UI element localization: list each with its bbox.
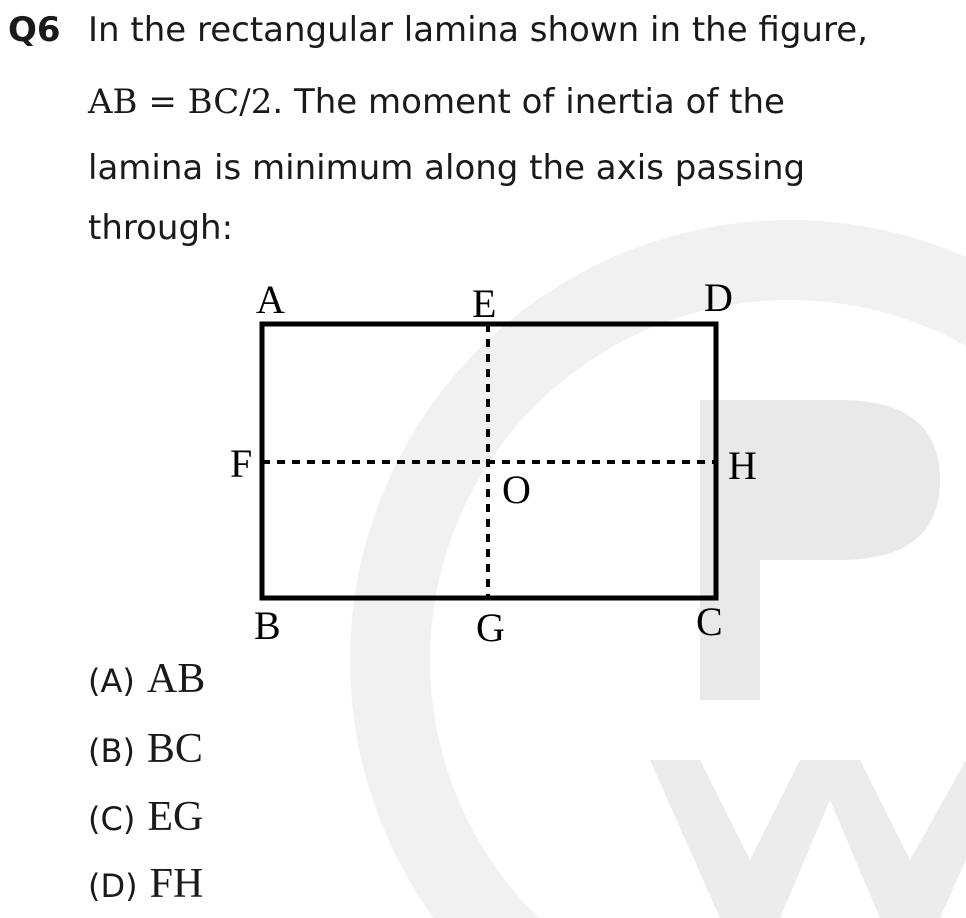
question-line-2-rest: . The moment of inertia of the xyxy=(272,82,785,122)
label-d: D xyxy=(704,275,733,320)
label-o: O xyxy=(502,467,531,512)
option-b[interactable] xyxy=(88,725,203,775)
option-c-value: EG xyxy=(147,794,204,840)
option-b-letter: (B) xyxy=(88,732,135,770)
label-e: E xyxy=(472,281,497,326)
lamina-figure xyxy=(210,275,770,655)
label-h: H xyxy=(728,443,757,488)
label-c: C xyxy=(696,599,723,644)
option-c[interactable] xyxy=(88,793,203,843)
option-a-value: AB xyxy=(146,656,206,702)
option-a[interactable] xyxy=(88,655,205,705)
option-a-letter: (A) xyxy=(88,662,135,700)
label-a: A xyxy=(256,277,285,322)
option-d[interactable] xyxy=(88,860,203,910)
option-d-value: FH xyxy=(149,861,204,907)
label-b: B xyxy=(254,603,281,648)
question-line-2 xyxy=(88,82,785,122)
option-b-value: BC xyxy=(146,726,203,772)
option-d-letter: (D) xyxy=(88,867,138,905)
question-number: Q6 xyxy=(8,10,61,50)
math-ab-equals-bc-half: AB = BC/2 xyxy=(88,82,273,122)
option-c-letter: (C) xyxy=(88,800,136,838)
label-f: F xyxy=(230,441,253,486)
question-line-1: In the rectangular lamina shown in the figure, xyxy=(88,10,868,50)
label-g: G xyxy=(476,605,505,650)
question-line-3: lamina is minimum along the axis passing xyxy=(88,148,806,188)
question-line-4: through: xyxy=(88,208,234,248)
